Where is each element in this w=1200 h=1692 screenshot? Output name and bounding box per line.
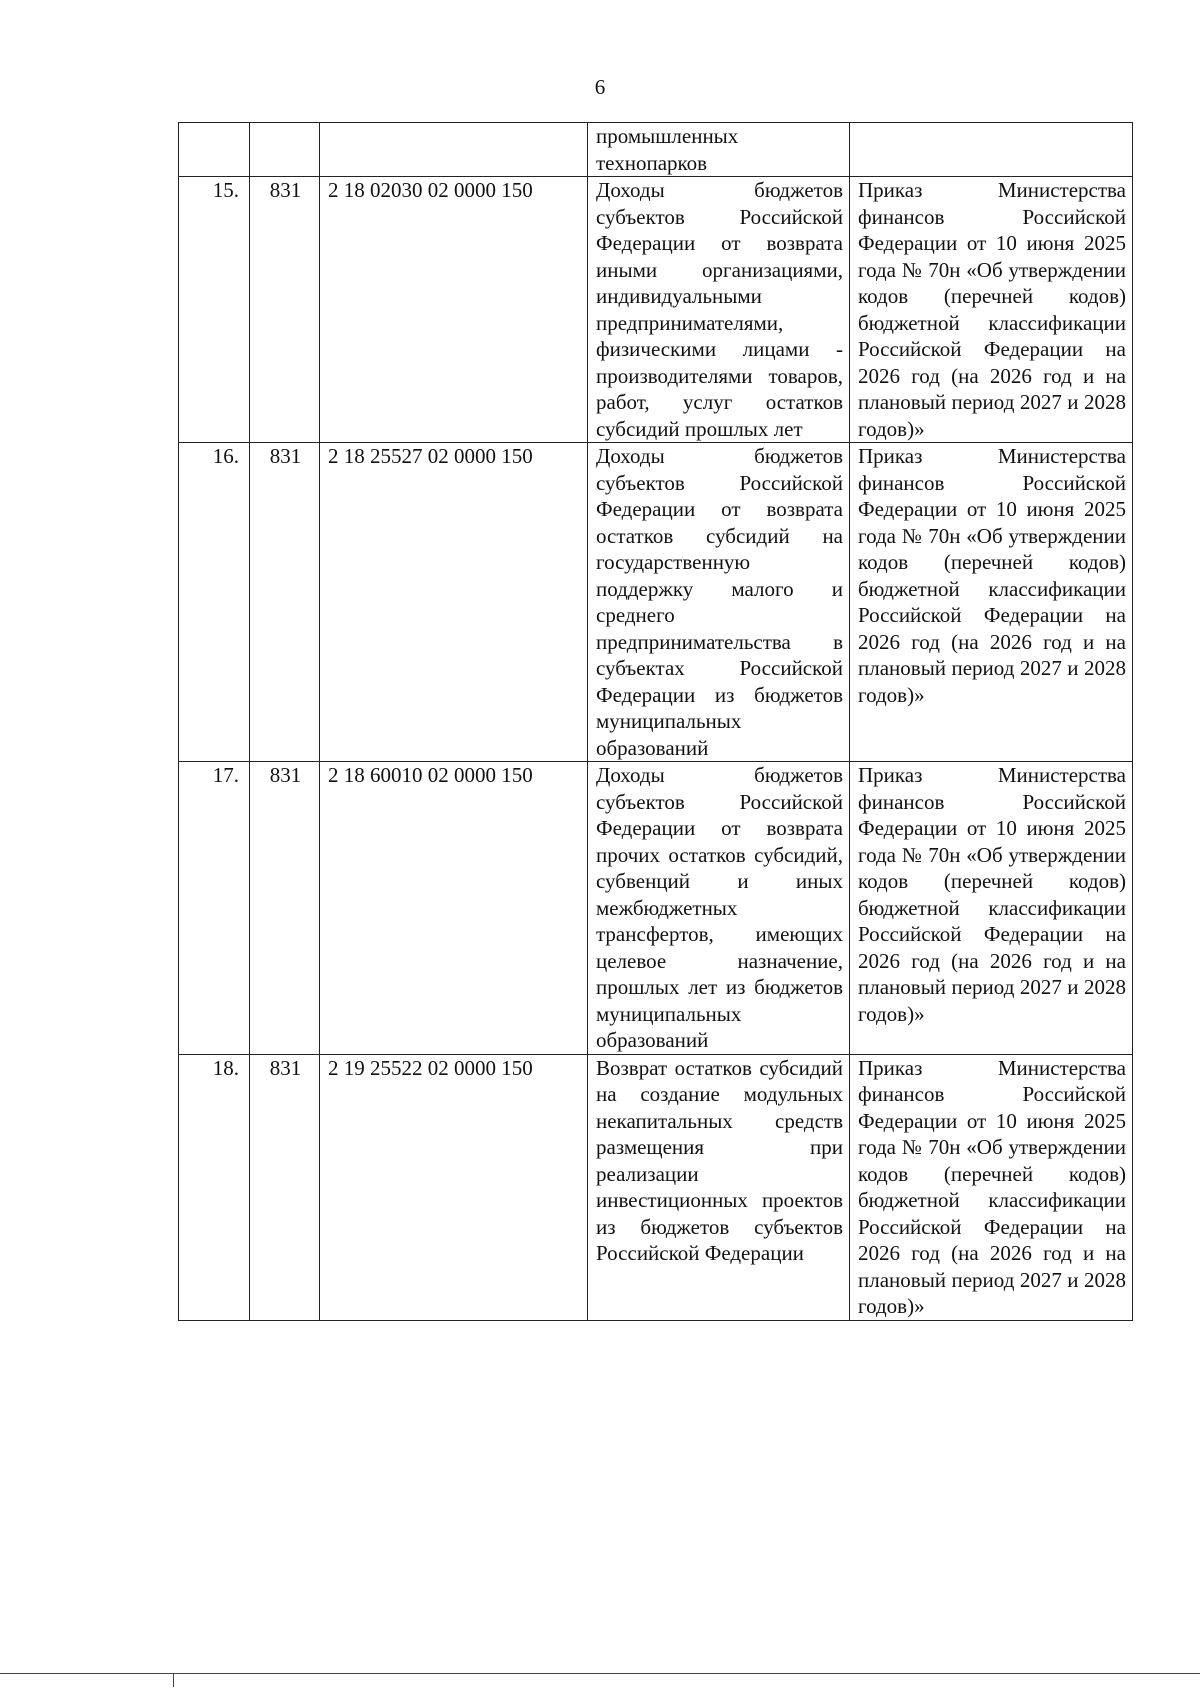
legal-basis: Приказ Министерства финансов Российской Федерации от 10 июня 2025 года № 70н «Об утверждении кодов (перечней кодов) бюджетной классификации Российской Федерации на 2026 год (на 2026 год и на плановый период 2027 и 2028 годов)» xyxy=(850,1054,1133,1320)
legal-basis xyxy=(850,123,1133,177)
table-row xyxy=(179,1054,1133,1320)
table-row xyxy=(179,762,1133,1055)
legal-basis: Приказ Министерства финансов Российской Федерации от 10 июня 2025 года № 70н «Об утверждении кодов (перечней кодов) бюджетной классификации Российской Федерации на 2026 год (на 2026 год и на плановый период 2027 и 2028 годов)» xyxy=(850,443,1133,762)
revenue-codes-table xyxy=(178,122,1133,1321)
budget-classification-code xyxy=(320,123,588,177)
budget-classification-code: 2 18 25527 02 0000 150 xyxy=(320,443,588,762)
row-number: 18. xyxy=(179,1054,250,1320)
revenue-name: Доходы бюджетов субъектов Российской Федерации от возврата прочих остатков субсидий, субвенций и иных межбюджетных трансфертов, имеющих целевое назначение, прошлых лет из бюджетов муниципальных образований xyxy=(588,762,850,1055)
budget-classification-code: 2 19 25522 02 0000 150 xyxy=(320,1054,588,1320)
budget-classification-code: 2 18 60010 02 0000 150 xyxy=(320,762,588,1055)
row-number: 15. xyxy=(179,177,250,443)
revenue-name: Доходы бюджетов субъектов Российской Федерации от возврата иными организациями, индивидуальными предпринимателями, физическими лицами - производителями товаров, работ, услуг остатков субсидий прошлых лет xyxy=(588,177,850,443)
page-number: 6 xyxy=(594,75,606,99)
footer-divider xyxy=(0,1673,1200,1674)
row-number xyxy=(179,123,250,177)
revenue-name: Возврат остатков субсидий на создание модульных некапитальных средств размещения при реализации инвестиционных проектов из бюджетов субъектов Российской Федерации xyxy=(588,1054,850,1320)
row-number: 17. xyxy=(179,762,250,1055)
table-row xyxy=(179,177,1133,443)
legal-basis: Приказ Министерства финансов Российской Федерации от 10 июня 2025 года № 70н «Об утверждении кодов (перечней кодов) бюджетной классификации Российской Федерации на 2026 год (на 2026 год и на плановый период 2027 и 2028 годов)» xyxy=(850,177,1133,443)
revenue-name: Доходы бюджетов субъектов Российской Федерации от возврата остатков субсидий на государственную поддержку малого и среднего предпринимательства в субъектах Российской Федерации из бюджетов муниципальных образований xyxy=(588,443,850,762)
administrator-code: 831 xyxy=(250,762,320,1055)
administrator-code: 831 xyxy=(250,1054,320,1320)
administrator-code: 831 xyxy=(250,177,320,443)
table-row xyxy=(179,443,1133,762)
legal-basis: Приказ Министерства финансов Российской Федерации от 10 июня 2025 года № 70н «Об утверждении кодов (перечней кодов) бюджетной классификации Российской Федерации на 2026 год (на 2026 год и на плановый период 2027 и 2028 годов)» xyxy=(850,762,1133,1055)
administrator-code: 831 xyxy=(250,443,320,762)
budget-classification-code: 2 18 02030 02 0000 150 xyxy=(320,177,588,443)
revenue-name: промышленных технопарков xyxy=(588,123,850,177)
table-row xyxy=(179,123,1133,177)
footer-divider-tick xyxy=(173,1673,174,1687)
administrator-code xyxy=(250,123,320,177)
row-number: 16. xyxy=(179,443,250,762)
